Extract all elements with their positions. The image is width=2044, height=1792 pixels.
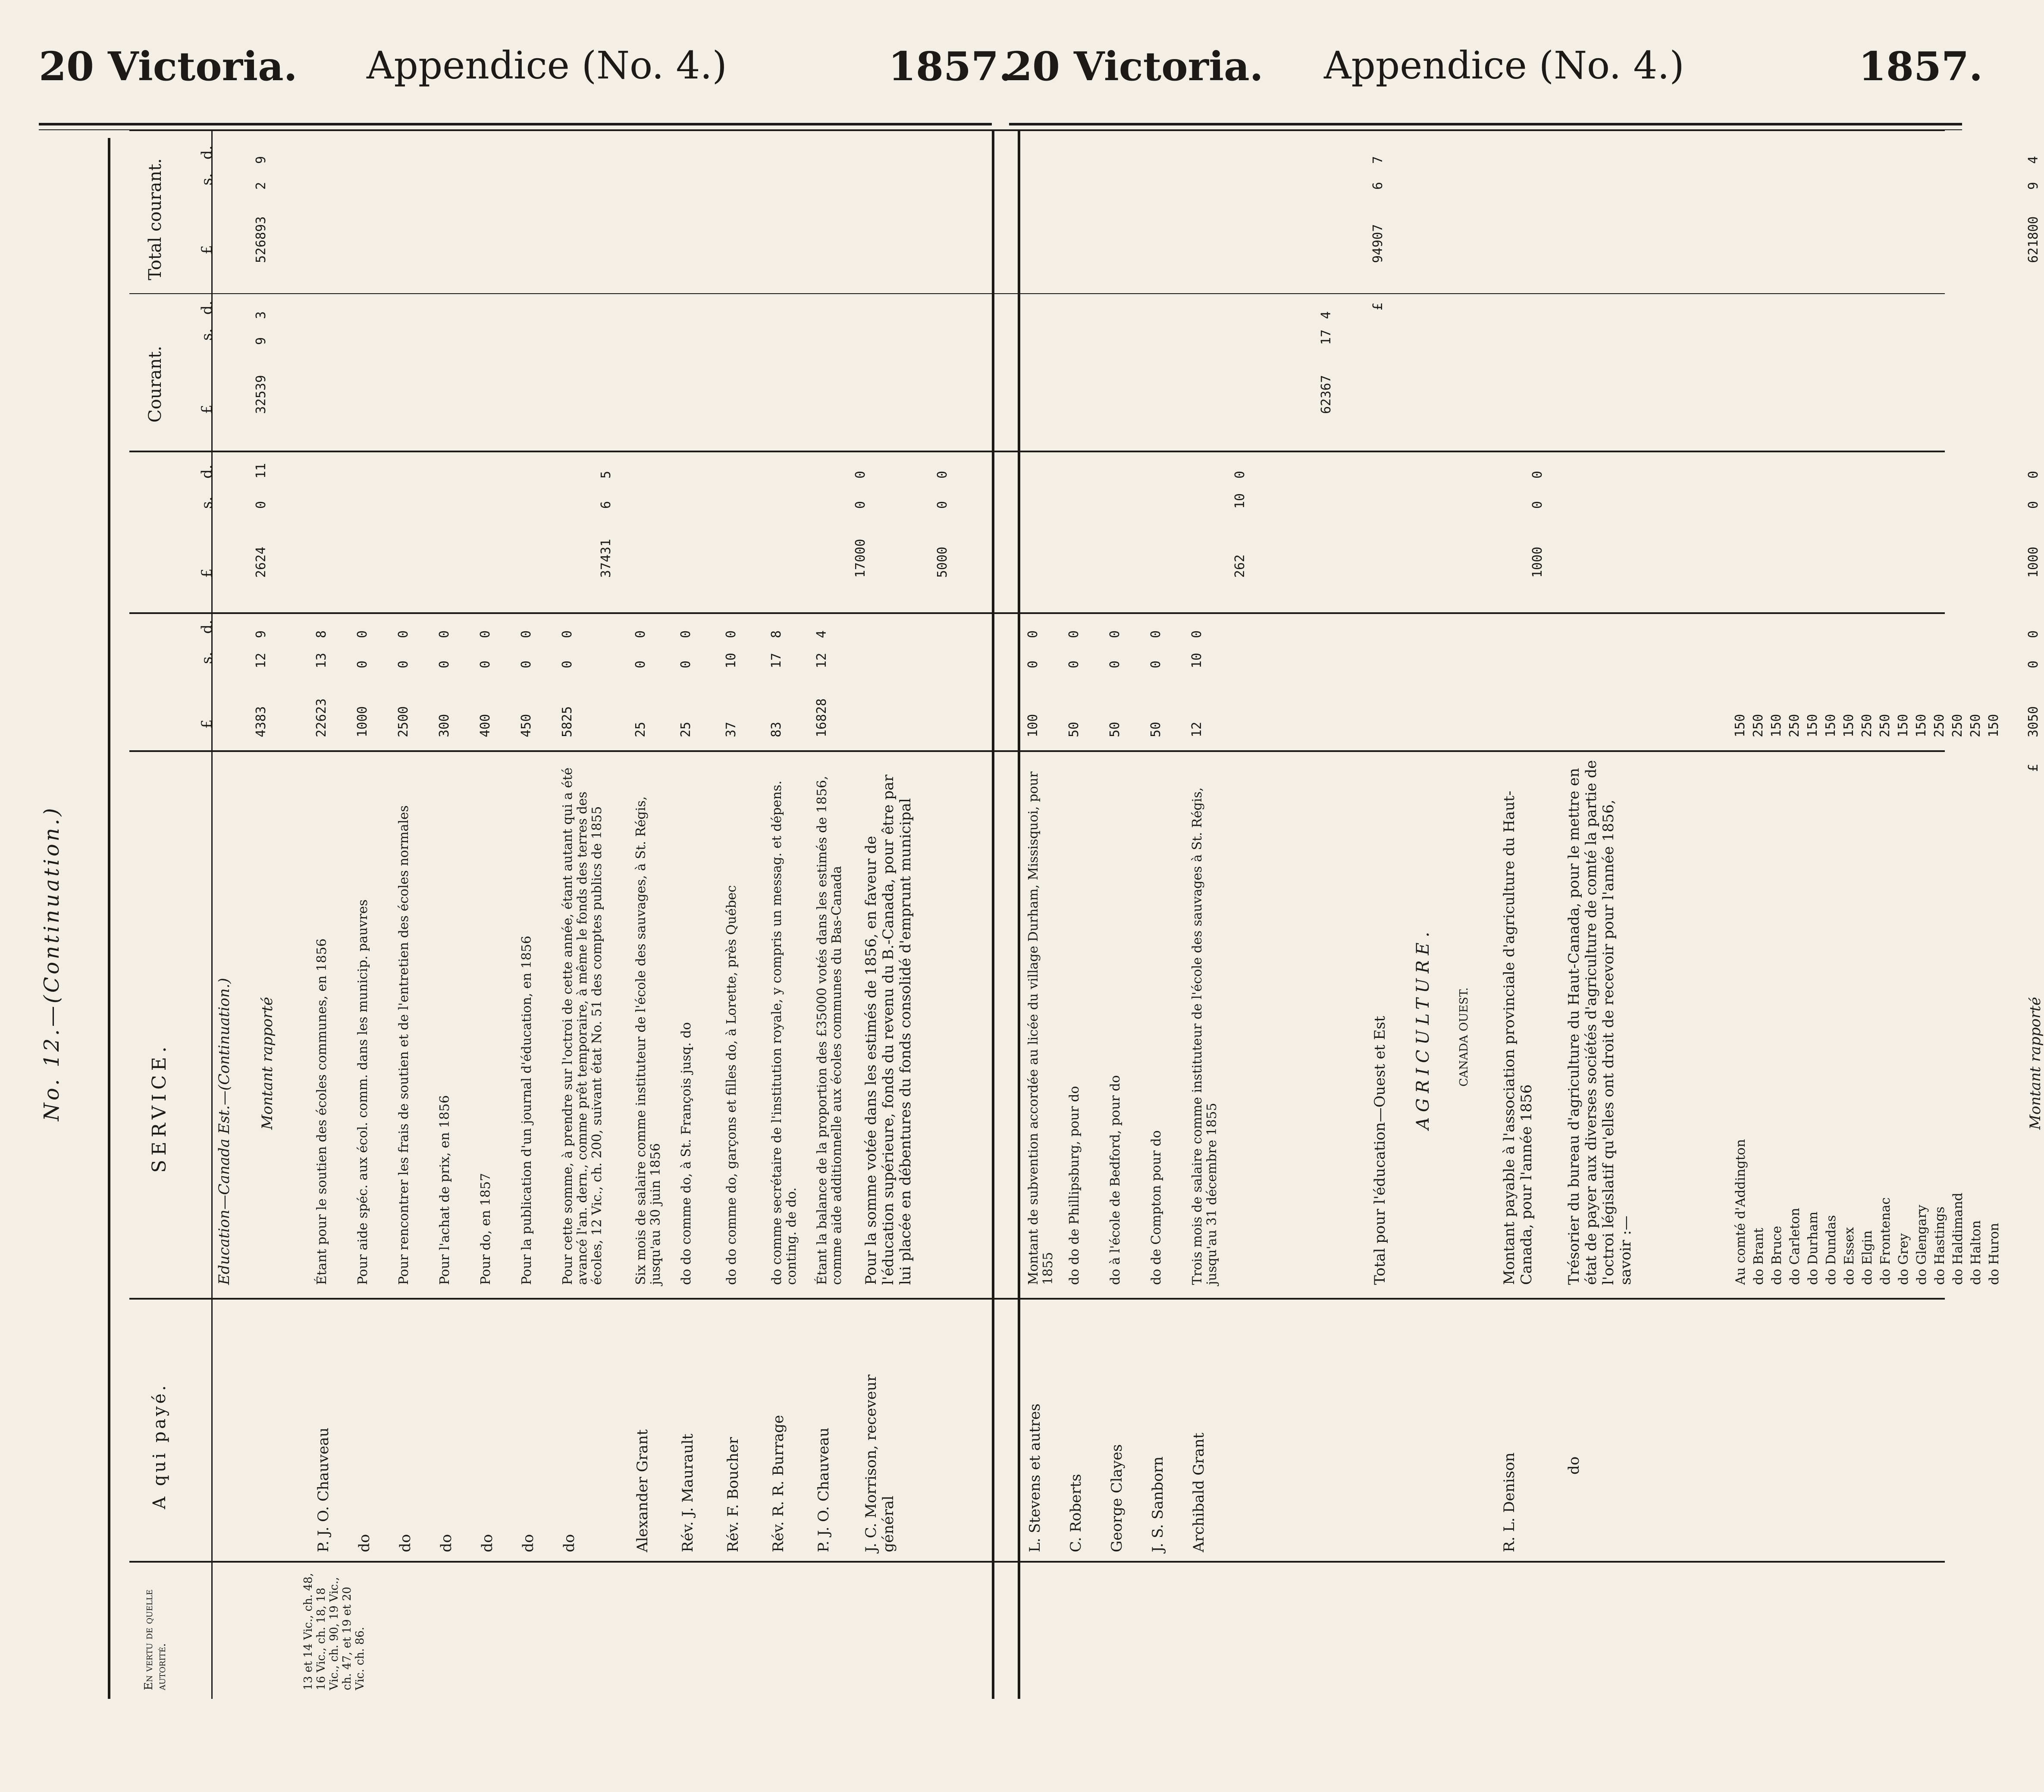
ledger-row-pound: 2500 [396, 706, 411, 737]
ledger-row-service: do de Compton pour do [1149, 1130, 1164, 1285]
ledger-row-pound: 400 [478, 714, 493, 737]
county-pound: 250 [1751, 714, 1766, 737]
payee-header: A qui payé. [150, 1383, 169, 1509]
ledger-row-pence: 0 [560, 630, 575, 638]
ledger-row-shilling: 0 [437, 660, 452, 668]
ledger-row-service: Pour rencontrer les frais de soutien et de l'entretien des écoles normales [396, 805, 411, 1285]
ledger-row-service: Six mois de salaire comme instituteur de l'école des sauvages, à St. Régis, jusqu'au 30 juin 1856 [633, 796, 663, 1285]
right-session: 20 Victoria. [1005, 43, 1263, 90]
ledger-row-service: do comme secrétaire de l'institution royale, y compris un messag. et dépens. conting. de do. [769, 780, 799, 1285]
frame-left [108, 138, 110, 1699]
county-pound: 150 [1896, 714, 1911, 737]
currency-pound-courant: £ [198, 404, 216, 414]
morrison-payee: J. C. Morrison, receveur général [862, 1374, 897, 1552]
county-name: do Brant [1751, 1228, 1766, 1285]
county-name: do Haldimand [1950, 1192, 1966, 1285]
county-pound: 150 [1733, 714, 1748, 737]
ledger-row-pence: 0 [633, 630, 648, 638]
rule-service [129, 1298, 1945, 1300]
ledger-row-service: Pour cette somme, à prendre sur l'octroi de cette année, étant autant qui a été avancé l'an. dern., comme prêt temporaire, à même le fonds des terres des écoles, 12 Vic., ch. 200, suivant état No. 51 des comptes publics de 1855 [560, 768, 605, 1285]
left-appendix: Appendice (No. 4.) [367, 43, 727, 88]
currency-s-amount: s. [198, 652, 216, 664]
courant-header: Courant. [145, 346, 165, 423]
ledger-row-pound: 83 [769, 721, 784, 737]
ledger-row-pence: 0 [678, 630, 693, 638]
ledger-row-service: do à l'école de Bedford, pour do [1108, 1075, 1123, 1285]
ledger-row-payee: Archibald Grant [1190, 1432, 1207, 1552]
ledger-row-service: Trois mois de salaire comme instituteur de l'école des sauvages à St. Régis, jusqu'au 31 décembre 1855 [1190, 787, 1220, 1285]
ledger-row-payee: C. Roberts [1067, 1474, 1085, 1552]
county-name: do Hastings [1932, 1206, 1947, 1285]
ledger-row-payee: George Clayes [1108, 1444, 1125, 1552]
ledger-row-payee: do [479, 1534, 496, 1552]
ledger-row-shilling: 0 [633, 660, 648, 668]
education-total-carried-d: 9 [254, 156, 269, 164]
ledger-table [129, 138, 2044, 1699]
county-name: do Frontenac [1878, 1197, 1893, 1285]
ledger-row-shilling: 10 [724, 652, 739, 668]
morrison-col3-d: 0 [935, 470, 950, 479]
ledger-row-shilling: 13 [314, 652, 329, 668]
ledger-row-shilling: 10 [1189, 652, 1204, 668]
ledger-row-shilling: 0 [355, 660, 370, 668]
ledger-row-pence: 0 [1025, 630, 1041, 638]
ledger-row-pound: 25 [633, 721, 648, 737]
ledger-row-pound: 50 [1107, 721, 1122, 737]
ledger-row-shilling: 0 [678, 660, 693, 668]
ledger-row-pence: 0 [478, 630, 493, 638]
county-name: do Bruce [1769, 1225, 1784, 1285]
agriculture-carried-currency: £ [2026, 764, 2041, 772]
west-total-label: Total pour l'éducation—Ouest et Est [1371, 1016, 1389, 1285]
county-name: do Elgin [1860, 1230, 1875, 1285]
education-col3-after-s: 0 [853, 501, 868, 509]
ledger-row-payee: Rév. R. R. Burrage [770, 1415, 787, 1552]
ledger-row-pound: 5825 [560, 706, 575, 737]
education-carried-label: Montant rapporté [259, 996, 276, 1130]
agriculture-carried-label: Montant rapporté [2027, 996, 2044, 1130]
education-total-carried-pound: 526893 [254, 216, 269, 263]
ledger-row-pound: 50 [1148, 721, 1163, 737]
agriculture-carried-col3-pound: 1000 [2026, 546, 2041, 578]
page-split-right [1018, 129, 1020, 1699]
agriculture-carried-pound: 3050 [2026, 706, 2041, 737]
ledger-row-service: Pour l'achat de prix, en 1856 [437, 1095, 452, 1285]
county-name: do Durham [1806, 1211, 1821, 1285]
agriculture-carried-s: 0 [2026, 660, 2041, 668]
west-col3-d: 0 [1232, 470, 1248, 479]
education-subtotal-col3-d: 5 [599, 470, 614, 479]
treasurer-payee: do [1565, 1456, 1583, 1475]
ledger-row-pound: 50 [1066, 721, 1082, 737]
county-name: do Glengary [1914, 1205, 1929, 1285]
denison-payee: R. L. Denison [1501, 1452, 1518, 1552]
education-carried-s: 12 [254, 652, 269, 668]
morrison-col3-s: 0 [935, 501, 950, 509]
ledger-row-pence: 0 [1107, 630, 1122, 638]
west-col3-pound: 262 [1232, 554, 1248, 578]
currency-d-courant: d. [198, 301, 216, 315]
ledger-row-pence: 8 [314, 630, 329, 638]
rule-top [129, 129, 1945, 131]
county-pound: 150 [1823, 714, 1838, 737]
currency-pound-total: £ [198, 245, 216, 254]
table-title: No. 12.—(Continuation.) [40, 805, 64, 1121]
ledger-row-pound: 450 [519, 714, 534, 737]
rule-payee [129, 1561, 1945, 1563]
ledger-row-pence: 0 [1066, 630, 1082, 638]
morrison-service: Pour la somme votée dans les estimés de 1856, en faveur de l'éducation supérieure, fonds du revenu du B.-Canada, pour être par lui placée en débentures du fonds consolidé d'emprunt municipal [862, 774, 914, 1285]
county-name: do Huron [1987, 1222, 2002, 1285]
ledger-row-service: do do comme do, à St. François jusq. do [679, 1022, 694, 1285]
county-name: do Grey [1896, 1233, 1911, 1285]
ledger-row-payee: Alexander Grant [634, 1429, 651, 1552]
county-name: do Dundas [1824, 1215, 1839, 1285]
ledger-row-shilling: 0 [396, 660, 411, 668]
education-col3-carried-pound: 2624 [254, 546, 269, 578]
county-pound: 250 [1950, 714, 1965, 737]
education-carried-d: 9 [254, 630, 269, 638]
agriculture-carried-col3-d: 0 [2026, 470, 2041, 479]
ledger-row-pence: 0 [396, 630, 411, 638]
education-authority: 13 et 14 Vic., ch. 48, 16 Vic., ch. 18, 18 Vic., ch. 90, 19 Vic., ch. 47, et 19 et 20 Vic. ch. 86. [302, 1573, 367, 1690]
ledger-row-service: do do de Phillipsburg, pour do [1067, 1086, 1082, 1285]
total-courant-header: Total courant. [145, 158, 165, 280]
education-total-carried-s: 2 [254, 182, 269, 190]
county-name: do Essex [1842, 1227, 1857, 1285]
ledger-row-payee: L. Stevens et autres [1026, 1404, 1044, 1552]
ledger-row-pound: 16828 [814, 698, 829, 737]
currency-d-amount: d. [198, 620, 216, 634]
currency-d-total: d. [198, 145, 216, 160]
ledger-row-shilling: 0 [1107, 660, 1122, 668]
currency-s-courant: s. [198, 328, 216, 341]
county-name: do Carleton [1787, 1208, 1803, 1285]
denison-col3-pound: 1000 [1530, 546, 1545, 578]
currency-pound-col3: £ [198, 568, 216, 578]
education-col3-carried-d: 11 [254, 463, 269, 479]
agriculture-heading: AGRICULTURE. [1413, 927, 1433, 1130]
ledger-row-shilling: 0 [560, 660, 575, 668]
west-courant-s: 17 [1319, 329, 1334, 345]
ledger-row-pound: 100 [1025, 714, 1041, 737]
west-total-courant-d: 7 [1370, 156, 1386, 164]
ledger-row-pence: 0 [519, 630, 534, 638]
education-subtotal-col3-pound: 37431 [599, 539, 614, 578]
morrison-col3-pound: 5000 [935, 546, 950, 578]
ledger-row-payee: Rév. F. Boucher [724, 1437, 742, 1552]
county-pound: 250 [1968, 714, 1983, 737]
county-name: do Halton [1969, 1220, 1984, 1285]
county-pound: 150 [1841, 714, 1856, 737]
rule-col3 [129, 612, 1945, 614]
ledger-row-payee: P. J. O. Chauveau [815, 1427, 832, 1552]
education-courant-carried-pound: 32539 [254, 375, 269, 414]
ledger-row-shilling: 17 [769, 652, 784, 668]
currency-s-col3: s. [198, 496, 216, 509]
agriculture-carried-d: 0 [2026, 630, 2041, 638]
ledger-row-pound: 300 [437, 714, 452, 737]
ledger-row-service: Pour la publication d'un journal d'éducation, en 1856 [519, 936, 534, 1285]
county-pound: 250 [1932, 714, 1947, 737]
west-courant-pound: 62367 [1319, 375, 1334, 414]
left-session: 20 Victoria. [39, 43, 298, 90]
ledger-row-payee: do [397, 1534, 414, 1552]
county-name: Au comté d'Addington [1733, 1139, 1748, 1285]
agriculture-total-courant-pound: 621800 [2026, 216, 2041, 263]
education-col3-after-pound: 17000 [853, 539, 868, 578]
ledger-row-pence: 0 [355, 630, 370, 638]
right-appendix: Appendice (No. 4.) [1324, 43, 1684, 88]
county-pound: 150 [1805, 714, 1820, 737]
currency-s-total: s. [198, 173, 216, 185]
ledger-row-shilling: 0 [519, 660, 534, 668]
west-total-courant-pound: 94907 [1370, 224, 1386, 263]
agriculture-total-courant-s: 9 [2026, 182, 2041, 190]
west-total-currency: £ [1370, 302, 1386, 310]
currency-d-col3: d. [198, 464, 216, 479]
ledger-row-shilling: 0 [1148, 660, 1163, 668]
county-pound: 150 [1769, 714, 1784, 737]
ledger-row-service: do do comme do, garçons et filles do, à Lorette, près Québec [724, 885, 739, 1285]
treasurer-service: Trésorier du bureau d'agriculture du Haut-Canada, pour le mettre en état de payer aux diverses sociétés d'agriculture de comté la partie de l'octroi législatif qu'elles ont droit de recevoir pour l'année 1856, savoir :— [1565, 760, 1634, 1285]
left-year: 1857. [888, 43, 1013, 90]
ledger-row-pound: 12 [1189, 721, 1204, 737]
agriculture-subheading: CANADA OUEST. [1458, 987, 1470, 1087]
west-courant-d: 4 [1319, 311, 1334, 319]
authority-header: En vertu de quelle autorité. [142, 1589, 168, 1690]
column-header-sep [211, 129, 213, 1699]
agriculture-carried-col3-s: 0 [2026, 501, 2041, 509]
ledger-row-payee: J. S. Sanborn [1149, 1456, 1166, 1552]
ledger-row-payee: do [520, 1534, 537, 1552]
ledger-row-pence: 0 [1148, 630, 1163, 638]
ledger-row-shilling: 12 [814, 652, 829, 668]
denison-col3-d: 0 [1530, 470, 1545, 479]
ledger-row-pound: 25 [678, 721, 693, 737]
ledger-row-service: Étant pour le soutien des écoles communes, en 1856 [314, 938, 329, 1285]
ledger-row-pence: 0 [1189, 630, 1204, 638]
ledger-row-payee: Rév. J. Maurault [679, 1433, 696, 1552]
ledger-row-shilling: 0 [478, 660, 493, 668]
county-pound: 250 [1787, 714, 1802, 737]
ledger-row-pence: 0 [724, 630, 739, 638]
ledger-row-service: Montant de subvention accordée au licée du village Durham, Missisquoi, pour 1855 [1026, 771, 1056, 1285]
rule-total-courant [129, 293, 1945, 294]
ledger-row-pound: 1000 [355, 706, 370, 737]
ledger-row-payee: do [438, 1534, 455, 1552]
education-col3-carried-s: 0 [254, 501, 269, 509]
denison-service: Montant payable à l'association provinciale d'agriculture du Haut-Canada, pour l'année 1856 [1501, 790, 1535, 1285]
ledger-row-pound: 22623 [314, 698, 329, 737]
education-courant-carried-d: 3 [254, 311, 269, 319]
west-total-courant-s: 6 [1370, 182, 1386, 190]
right-year: 1857. [1859, 43, 1983, 90]
ledger-row-payee: do [356, 1534, 373, 1552]
ledger-row-pound: 37 [724, 721, 739, 737]
ledger-row-payee: P. J. O. Chauveau [315, 1427, 332, 1552]
ledger-row-shilling: 0 [1066, 660, 1082, 668]
ledger-row-service: Pour do, en 1857 [478, 1173, 493, 1285]
education-carried-pound: 4383 [254, 706, 269, 737]
agriculture-total-courant-d: 4 [2026, 156, 2041, 164]
ledger-row-pence: 8 [769, 630, 784, 638]
west-col3-s: 10 [1232, 493, 1248, 509]
currency-pound-amount: £ [198, 719, 216, 729]
county-pound: 150 [1986, 714, 2001, 737]
ledger-row-pence: 4 [814, 630, 829, 638]
ledger-row-pence: 0 [437, 630, 452, 638]
page-split-left [992, 129, 994, 1699]
county-pound: 250 [1859, 714, 1875, 737]
denison-col3-s: 0 [1530, 501, 1545, 509]
education-heading: Education—Canada Est.—(Continuation.) [216, 978, 233, 1285]
ledger-row-shilling: 0 [1025, 660, 1041, 668]
education-subtotal-col3-s: 6 [599, 501, 614, 509]
county-pound: 250 [1878, 714, 1893, 737]
service-header: SERVICE. [148, 1042, 170, 1173]
rule-courant [129, 451, 1945, 452]
ledger-row-service: Étant la balance de la proportion des £35000 votés dans les estimés de 1856, comme aide additionnelle aux écoles communes du Bas-Canada [815, 776, 844, 1285]
rule-amount [129, 750, 1945, 752]
ledger-row-service: Pour aide spéc. aux écol. comm. dans les municip. pauvres [355, 899, 370, 1285]
education-courant-carried-s: 9 [254, 337, 269, 345]
ledger-row-payee: do [561, 1534, 578, 1552]
education-col3-after-d: 0 [853, 470, 868, 479]
county-pound: 150 [1914, 714, 1929, 737]
